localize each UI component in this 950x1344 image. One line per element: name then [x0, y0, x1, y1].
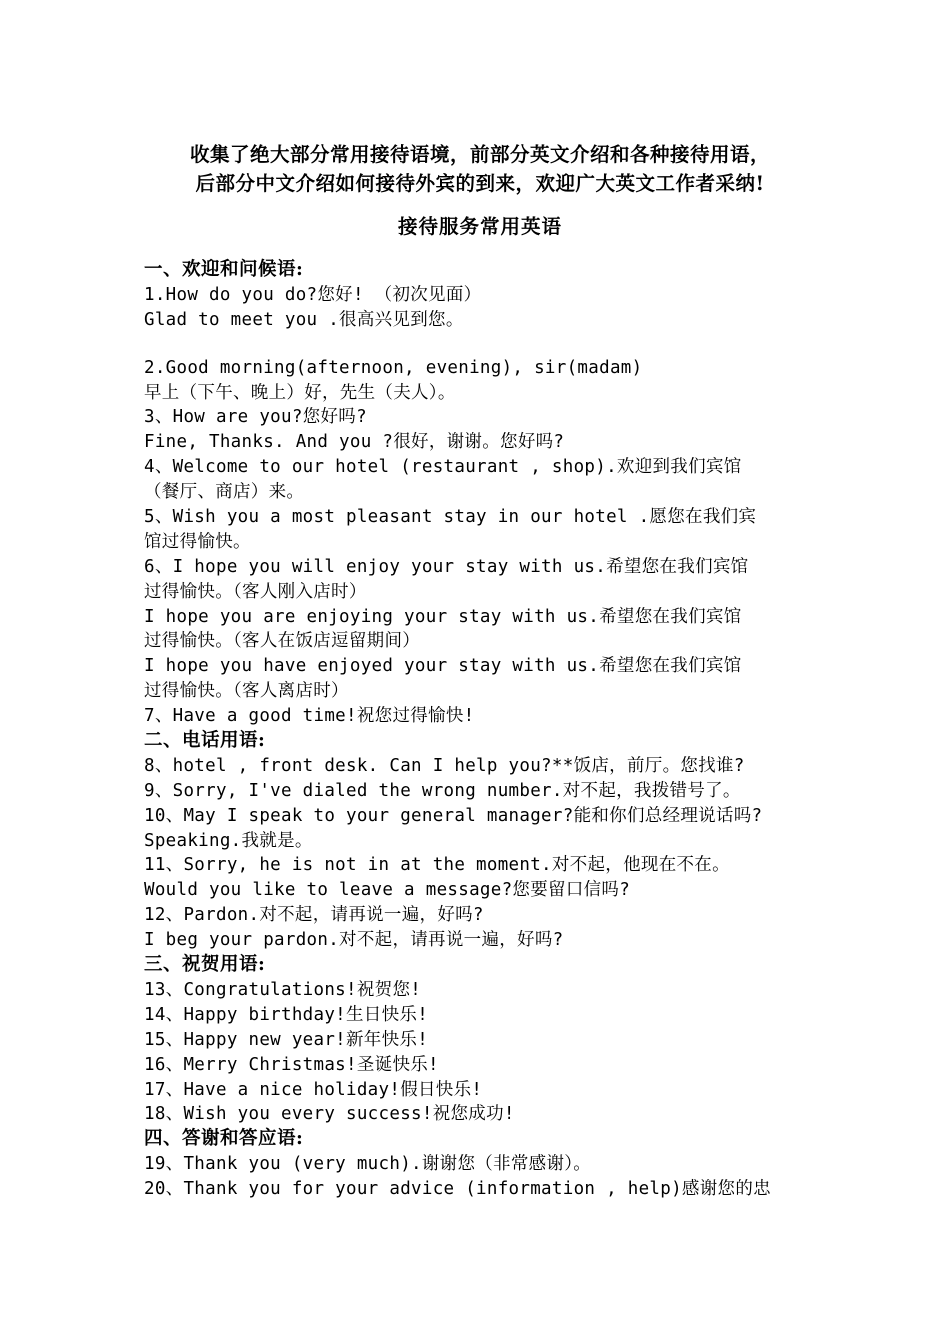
text-line: I hope you are enjoying your stay with us.希望您在我们宾馆 [144, 606, 742, 627]
text-line: 5、Wish you a most pleasant stay in our hotel .愿您在我们宾 [144, 507, 757, 528]
section-heading: 三、祝贺用语: [144, 954, 266, 976]
text-line: 10、May I speak to your general manager?能和你们总经理说话吗? [144, 805, 763, 826]
intro-paragraph [140, 140, 820, 198]
section-heading: 四、答谢和答应语: [144, 1128, 304, 1150]
text-line: I hope you have enjoyed your stay with us.希望您在我们宾馆 [144, 656, 742, 677]
text-line: 过得愉快。（客人在饭店逗留期间） [144, 631, 421, 652]
text-line: 4、Welcome to our hotel (restaurant , shop).欢迎到我们宾馆 [144, 457, 742, 478]
text-line: 13、Congratulations!祝贺您! [144, 979, 422, 1000]
text-line: （餐厅、商店）来。 [144, 482, 305, 503]
text-line: 17、Have a nice holiday!假日快乐! [144, 1079, 483, 1100]
text-line: Glad to meet you .很高兴见到您。 [144, 309, 464, 330]
blank-line [144, 333, 844, 356]
text-line: 14、Happy birthday!生日快乐! [144, 1004, 429, 1025]
document-body [144, 258, 844, 1202]
text-line: 早上（下午、晚上）好，先生（夫人）。 [144, 382, 456, 403]
text-line: 过得愉快。（客人离店时） [144, 681, 349, 702]
text-line: Fine, Thanks. And you ?很好，谢谢。您好吗? [144, 432, 565, 453]
text-line: I beg your pardon.对不起，请再说一遍，好吗? [144, 930, 564, 951]
text-line: 7、Have a good time!祝您过得愉快! [144, 706, 475, 727]
text-line: 16、Merry Christmas!圣诞快乐! [144, 1054, 439, 1075]
text-line: 18、Wish you every success!祝您成功! [144, 1104, 515, 1125]
text-line: 12、Pardon.对不起，请再说一遍，好吗? [144, 905, 484, 926]
text-line: Speaking.我就是。 [144, 830, 313, 851]
text-line: 9、Sorry, I've dialed the wrong number.对不起，我拨错号了。 [144, 780, 741, 801]
section-heading: 二、电话用语: [144, 730, 266, 752]
text-line: 11、Sorry, he is not in at the moment.对不起，他现在不在。 [144, 855, 730, 876]
text-line: 15、Happy new year!新年快乐! [144, 1029, 429, 1050]
intro-line: 收集了绝大部分常用接待语境，前部分英文介绍和各种接待用语， [189, 143, 770, 166]
text-line: 1.How do you do?您好! （初次见面） [144, 284, 482, 305]
text-line: 8、hotel , front desk. Can I help you?**饭店，前厅。您找谁? [144, 755, 745, 776]
text-line: 过得愉快。（客人刚入店时） [144, 581, 367, 602]
intro-line: 后部分中文介绍如何接待外宾的到来，欢迎广大英文工作者采纳! [195, 172, 765, 195]
text-line: 6、I hope you will enjoy your stay with us.希望您在我们宾馆 [144, 556, 749, 577]
text-line: 3、How are you?您好吗? [144, 407, 367, 428]
text-line: 19、Thank you (very much).谢谢您（非常感谢）。 [144, 1154, 592, 1175]
text-line: 馆过得愉快。 [144, 531, 251, 552]
text-line: 2.Good morning(afternoon, evening), sir(madam) [144, 357, 643, 378]
document-title: 接待服务常用英语 [397, 215, 562, 238]
text-line: Would you like to leave a message?您要留口信吗? [144, 880, 631, 901]
text-line: 20、Thank you for your advice (information , help)感谢您的忠 [144, 1179, 771, 1200]
section-heading: 一、欢迎和问候语: [144, 259, 304, 280]
